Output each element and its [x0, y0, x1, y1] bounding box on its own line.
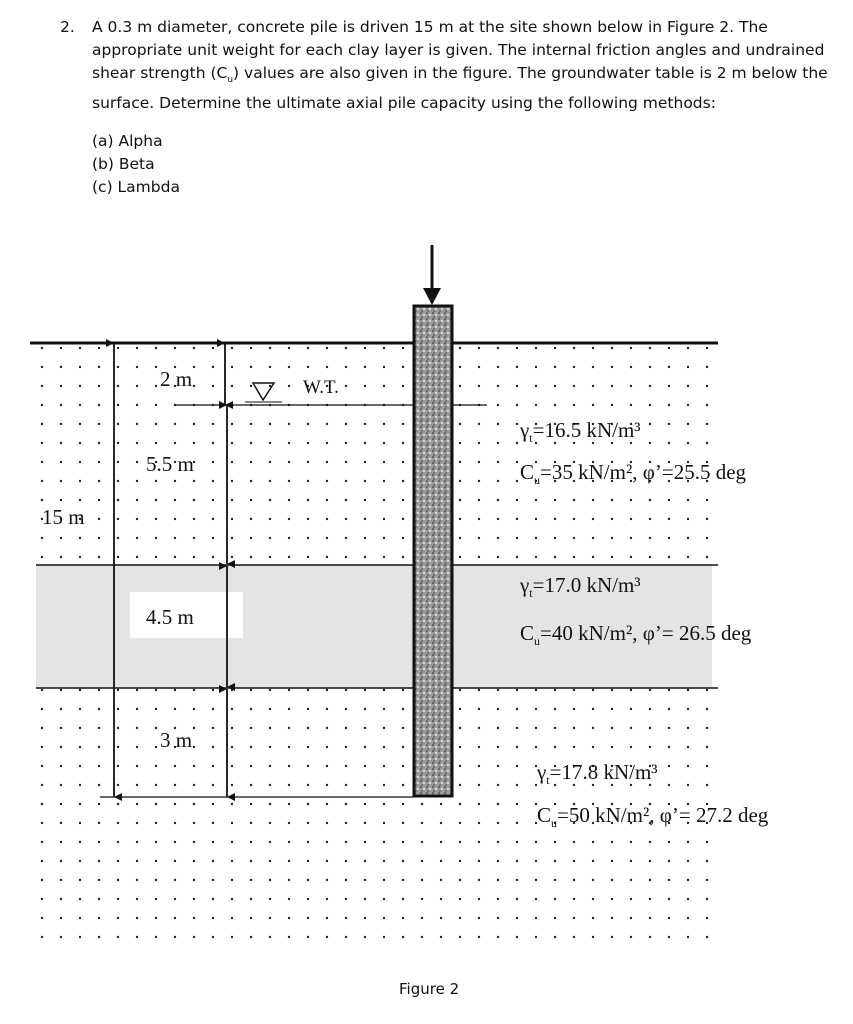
dim-15m: 15 m [42, 505, 85, 529]
layer2-unit-weight: $\gamma_t=17.0$ kN/m³ [520, 573, 641, 601]
layer2-strength: $C_u=40$ kN/m², φ’= 26.5 deg [520, 621, 752, 649]
layer3-strength: $C_u=50$ kN/m², φ’= 27.2 deg [537, 803, 769, 831]
concrete-pile [414, 306, 452, 796]
option-lambda: (c) Lambda [92, 178, 180, 196]
option-alpha: (a) Alpha [92, 132, 163, 150]
question-text: A 0.3 m diameter, concrete pile is driven 15 m at the site shown below in Figure 2. The appropriate unit weight for each clay layer is given. The internal friction angles and undrained shear strength $(C_u)$ values are also given in the figure. The groundwater table is 2 m below the surface. Determine the ultimate axial pile capacity using the following methods: [92, 18, 828, 113]
dim-2m: 2 m [160, 367, 193, 391]
dim-4-5m: 4.5 m [146, 605, 194, 629]
option-beta: (b) Beta [92, 155, 155, 173]
layer1-unit-weight: $\gamma_t=16.5$ kN/m³ [520, 418, 641, 446]
layer1-strength: $C_u=35$ kN/m², φ’=25.5 deg [520, 460, 747, 488]
question-number: 2. [60, 18, 75, 36]
layer3-unit-weight: $\gamma_t=17.8$ kN/m³ [537, 760, 658, 788]
dim-5-5m: 5.5 m [146, 452, 194, 476]
figure-caption: Figure 2 [399, 980, 460, 998]
dim-3m: 3 m [160, 728, 193, 752]
water-table-label: W.T. [303, 377, 339, 398]
